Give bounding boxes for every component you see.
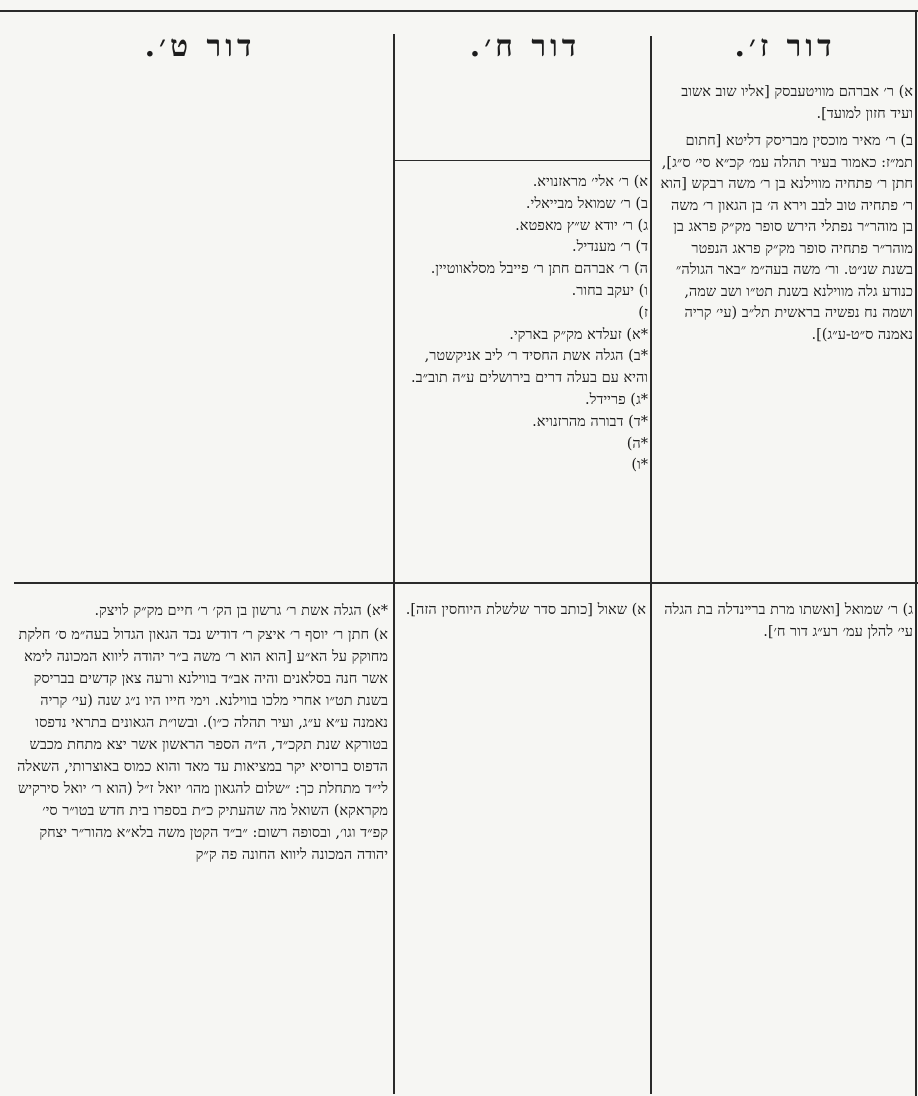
dor8-entry: *ג) פריידל.: [585, 391, 648, 408]
dor8-entry: *ב) הגלה אשת החסיד ר׳ ליב אניקשטר, והיא עם בעלה דרים בירושלים ע״ה תוב״ב.: [411, 348, 648, 387]
dor7-lower-entry: ג) ר׳ שמואל [ואשתו מרת ברײנדלה בת הגלה עי׳ להלן עמ׳ רע״ג דור ח׳].: [664, 602, 913, 640]
dor8-lower-text: [398, 600, 646, 622]
dor7-entry-1: א) ר׳ אברהם מוויטעבסק [אליו שוב אשוב ועיד חזון למועד].: [681, 84, 913, 122]
dor8-entry: *ד) דבורה מהרזנויא.: [532, 413, 648, 430]
column-divider-left: [393, 34, 395, 1094]
dor9-title: דור ט׳.: [144, 29, 256, 64]
dor8-entry: *ה): [626, 435, 648, 452]
dor8-entry: *ו): [631, 457, 648, 474]
dor8-entry: ו) יעקב בחור.: [571, 282, 648, 299]
dor8-entry: ז): [638, 304, 648, 321]
dor9-entry-1: *א) הגלה אשת ר׳ גרשון בן הק׳ ר׳ חיים מק״ק לויצק.: [94, 603, 388, 619]
middle-horizontal-rule: [14, 582, 918, 584]
dor8-entry: א) ר׳ אלי׳ מראזנויא.: [532, 174, 648, 190]
dor8-upper-text: [398, 172, 648, 477]
dor8-title: דור ח׳.: [469, 29, 581, 64]
dor9-lower-text: [16, 600, 388, 866]
dor8-entry: ה) ר׳ אברהם חתן ר׳ פייבל מסלאווטיין.: [430, 261, 648, 278]
dor8-entry: *א) זעלדא מק״ק בארקי.: [509, 326, 648, 343]
dor8-lower-entry: א) שאול [כותב סדר שלשלת היוחסין הזה].: [405, 602, 646, 618]
dor9-entry-2: א) חתן ר׳ יוסף ר׳ איצק ר׳ דודיש נכד הגאון הגדול בעה״מ ס׳ חלקת מחוקק על הא״ע [הוא הוא ר׳ משה ב״ר יהודה ליווא המכונה לימא אשר חנה בסלאנים והיה אב״ד בווילנא ורעה צאן קדשים בבריסק בשנת תט״ו אחרי מלכו בווילנא. וימי חייו היו נ״ג שנה (עי׳ קריה נאמנה ע״א ע״ג, ועיר תהלה כ״ו). ובשו״ת הגאונים בתראי נדפסו בטורקא שנת תקכ״ד, ה״ה הספר הראשון אשר יצא מתחת מכבש הדפוס ברוסיא יקר במציאות עד מאד והוא כמוס באוצרותי, השאלה לי״ד מתחלת כך: ״שלום להגאון מהו׳ יואל ז״ל (הוא ר׳ יואל סירקיש מקראקא) השואל מה שהעתיק כ״ת בספרו בית חדש בטו״ר סי׳ קפ״ד וגו׳, ובסופה רשום: ״ב״ד הקטן משה בלא״א מהור״ר יצחק יהודה המכונה ליווא החונה פה ק״ק: [17, 627, 388, 863]
column-divider-right: [650, 36, 652, 1094]
top-rule: [0, 10, 918, 12]
dor8-entry: ב) ר׳ שמואל מבייאלי.: [525, 195, 648, 212]
dor7-title: דור ז׳.: [734, 29, 836, 64]
dor7-lower-text: [656, 600, 913, 643]
dor7-upper-text: [656, 82, 913, 346]
dor7-entry-2: ב) ר׳ מאיר מוכסין מבריסק דליטא [חתום תמ״ז: כאמור בעיר תהלה עמ׳ קכ״א סי׳ ס״ג], חתן ר׳ פתחיה מווילנא בן ר׳ משה רבקש [הוא ר׳ פתחיה טוב לבב וירא ה׳ בן הגאון ר׳ משה בן מוהר״ר נפתלי הירש סופר מק״ק פראג בן מוהר״ר פתחיה סופר מק״ק פראג הנפטר בשנת שנ״ט. ור׳ משה בעה״מ ״באר הגולה״ כנודע גלה מווילנא בשנת תט״ו ושב שמה, ושמה נח נפשיה בראשית תל״ב (עי׳ קריה נאמנה ס״ט-ע״ג)].: [660, 133, 913, 343]
dor8-entry: ג) ר׳ יודא ש״ץ מאפטא.: [515, 217, 648, 234]
right-edge-rule: [915, 12, 917, 1096]
dor8-header-rule: [395, 160, 650, 161]
dor8-entry: ד) ר׳ מענדיל.: [571, 239, 648, 256]
